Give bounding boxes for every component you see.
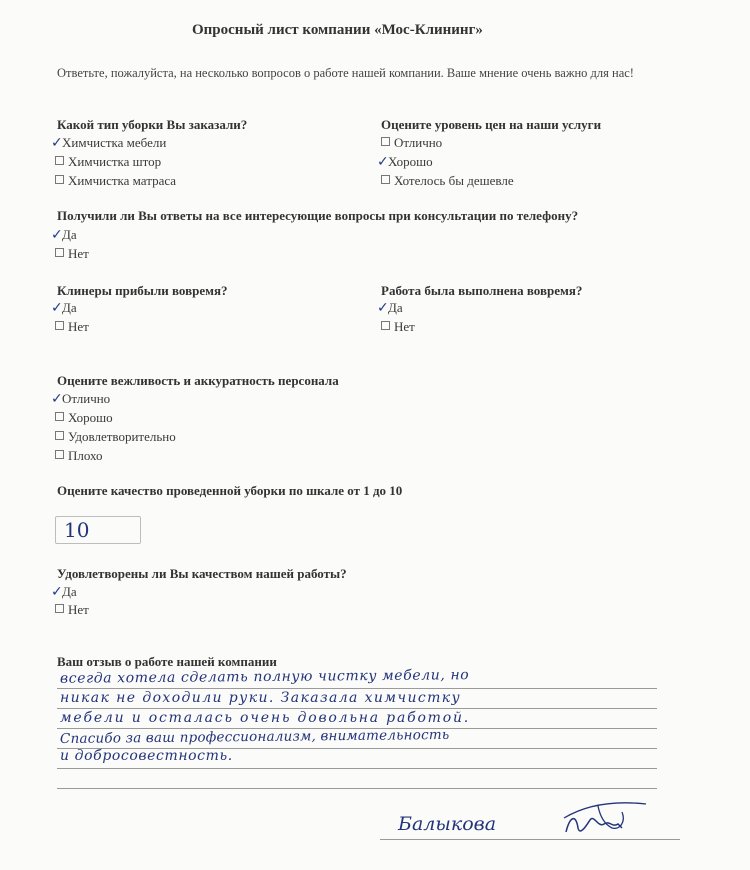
checkbox-icon — [55, 175, 64, 184]
checkbox-icon — [55, 412, 64, 421]
review-line — [57, 768, 657, 769]
checkbox-icon — [381, 321, 390, 330]
option-furniture[interactable]: ✓Химчистка мебели — [51, 135, 167, 151]
form-intro: Ответьте, пожалуйста, на несколько вопросов о работе нашей компании. Ваше мнение очень важно для нас! — [57, 66, 634, 80]
review-text-line: никак не доходили руки. Заказала химчистку — [60, 690, 462, 706]
quality-score-value: 10 — [64, 518, 90, 542]
review-text-line: Спасибо за ваш профессионализм, внимательность — [59, 726, 450, 748]
question-politeness: Оцените вежливость и аккуратность персонала — [57, 373, 339, 388]
review-line — [57, 708, 657, 709]
option-cheaper-price[interactable]: Хотелось бы дешевле — [381, 171, 514, 190]
checkbox-icon — [55, 156, 64, 165]
option-satisfied-yes[interactable]: ✓Да — [51, 584, 77, 600]
question-cleaning-type: Какой тип уборки Вы заказали? — [57, 117, 248, 132]
option-phone-yes[interactable]: ✓Да — [51, 227, 77, 243]
option-curtains[interactable]: Химчистка штор — [55, 152, 161, 171]
option-ontime-no[interactable]: Нет — [381, 317, 415, 336]
checkmark-icon: ✓ — [51, 300, 63, 316]
question-satisfied: Удовлетворены ли Вы качеством нашей работы? — [57, 566, 347, 581]
option-mattress[interactable]: Химчистка матраса — [55, 171, 176, 190]
option-excellent-price[interactable]: Отлично — [381, 133, 442, 152]
option-phone-no[interactable]: Нет — [55, 244, 89, 263]
checkbox-icon — [55, 321, 64, 330]
checkbox-icon — [55, 248, 64, 257]
question-price: Оцените уровень цен на наши услуги — [381, 117, 602, 132]
checkmark-icon: ✓ — [51, 135, 63, 151]
option-arrival-yes[interactable]: ✓Да — [51, 300, 77, 316]
option-politeness-excellent[interactable]: ✓Отлично — [51, 391, 111, 407]
checkmark-icon: ✓ — [51, 227, 63, 243]
question-ontime: Работа была выполнена вовремя? — [381, 283, 583, 298]
option-politeness-bad[interactable]: Плохо — [55, 446, 103, 465]
review-text-line: и добросовестность. — [60, 748, 233, 764]
checkmark-icon: ✓ — [377, 300, 389, 316]
option-satisfied-no[interactable]: Нет — [55, 600, 89, 619]
option-good-price[interactable]: ✓Хорошо — [377, 154, 433, 170]
option-ontime-yes[interactable]: ✓Да — [377, 300, 403, 316]
signature-name: Балыкова — [398, 813, 497, 835]
checkbox-icon — [381, 175, 390, 184]
option-arrival-no[interactable]: Нет — [55, 317, 89, 336]
question-quality: Оцените качество проведенной уборки по шкале от 1 до 10 — [57, 483, 403, 498]
review-line — [57, 688, 657, 689]
question-review: Ваш отзыв о работе нашей компании — [57, 654, 277, 669]
review-text-line: мебели и осталась очень довольна работой. — [60, 710, 471, 726]
form-title: Опросный лист компании «Мос-Клининг» — [192, 22, 483, 38]
signature-scribble — [560, 798, 650, 843]
review-line — [57, 788, 657, 789]
checkbox-icon — [381, 137, 390, 146]
review-text-line: всегда хотела сделать полную чистку мебели, но — [59, 667, 470, 687]
checkbox-icon — [55, 450, 64, 459]
question-phone: Получили ли Вы ответы на все интересующие вопросы при консультации по телефону? — [57, 208, 579, 223]
option-politeness-satisfactory[interactable]: Удовлетворительно — [55, 427, 176, 446]
checkmark-icon: ✓ — [51, 391, 63, 407]
checkmark-icon: ✓ — [51, 584, 63, 600]
question-arrival: Клинеры прибыли вовремя? — [57, 283, 228, 298]
checkbox-icon — [55, 604, 64, 613]
option-politeness-good[interactable]: Хорошо — [55, 408, 113, 427]
checkbox-icon — [55, 431, 64, 440]
checkmark-icon: ✓ — [377, 154, 389, 170]
